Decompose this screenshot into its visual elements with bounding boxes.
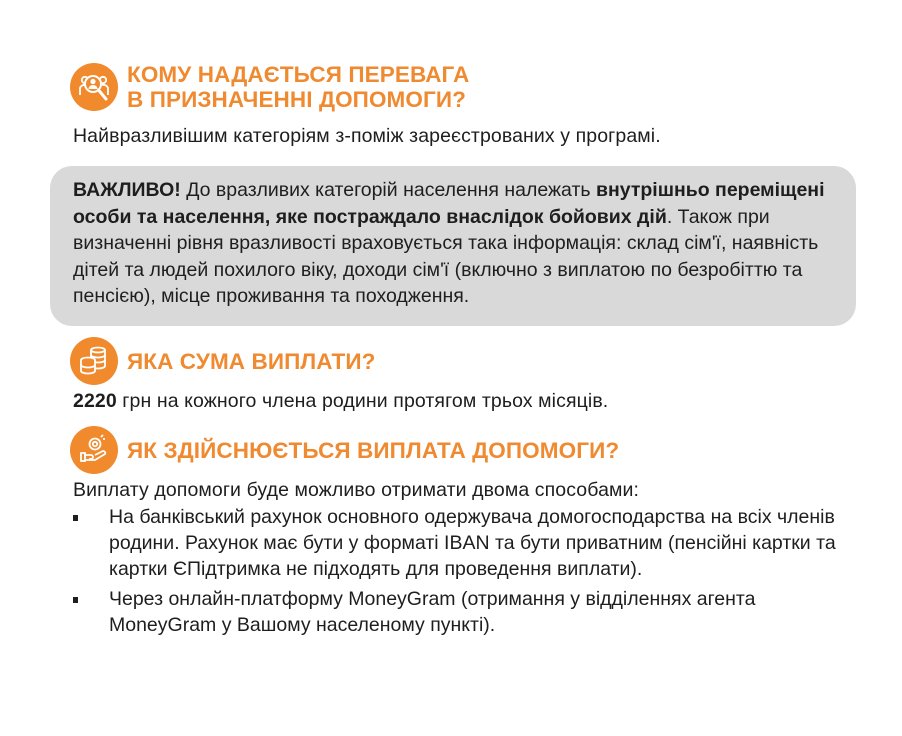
section-priority-title	[127, 62, 469, 112]
section-payment-title: ЯК ЗДІЙСНЮЄТЬСЯ ВИПЛАТА ДОПОМОГИ?	[127, 437, 620, 463]
section-payment-intro: Виплату допомоги буде можливо отримати двома способами:	[73, 479, 640, 501]
note-bold-categories: внутрішньо переміщені особи та населення, яке постраждало внаслідок бойових дій	[73, 179, 825, 228]
section-amount-title: ЯКА СУМА ВИПЛАТИ?	[127, 348, 376, 374]
section-priority-text: Найвразливішим категоріям з-поміж зареєстрованих у програмі.	[73, 125, 661, 147]
title-line-1: КОМУ НАДАЄТЬСЯ ПЕРЕВАГА	[127, 62, 470, 87]
hand-coin-icon	[70, 426, 118, 474]
people-search-icon	[70, 63, 118, 111]
section-amount-header	[70, 337, 375, 385]
note-text-part2: . Також при визначенні рівня вразливості враховується така інформація: склад сім'ї, наявність дітей та людей похилого віку, доходи сім'ї (включно з виплатою по безробіттю та пенсією), місце проживання та походження.	[73, 205, 819, 307]
important-note-box	[50, 166, 856, 326]
note-text-part1: До вразливих категорій населення належать	[180, 179, 596, 201]
important-note-text	[73, 177, 843, 310]
payment-methods-list	[73, 504, 853, 642]
section-priority-header	[70, 62, 469, 112]
list-item	[73, 504, 853, 582]
important-label: ВАЖЛИВО!	[73, 179, 181, 201]
coins-stack-icon	[70, 337, 118, 385]
title-line-2: В ПРИЗНАЧЕННІ ДОПОМОГИ?	[127, 87, 466, 112]
amount-value: 2220	[73, 390, 117, 412]
bullet-icon	[73, 515, 78, 521]
payment-method-bank: На банківський рахунок основного одержувача домогосподарства на всіх членів родини. Рахунок має бути у форматі IBAN та бути приватним (пенсійні картки та картки ЄПідтримка не підходять для проведення виплати).	[109, 506, 836, 580]
section-amount-text	[73, 388, 608, 414]
section-payment-header	[70, 426, 619, 474]
bullet-icon	[73, 597, 78, 603]
amount-description: грн на кожного члена родини протягом трьох місяців.	[116, 390, 609, 412]
list-item	[73, 586, 853, 638]
payment-method-moneygram: Через онлайн-платформу MoneyGram (отримання у відділеннях агента MoneyGram у Вашому населеному пункті).	[109, 588, 756, 636]
